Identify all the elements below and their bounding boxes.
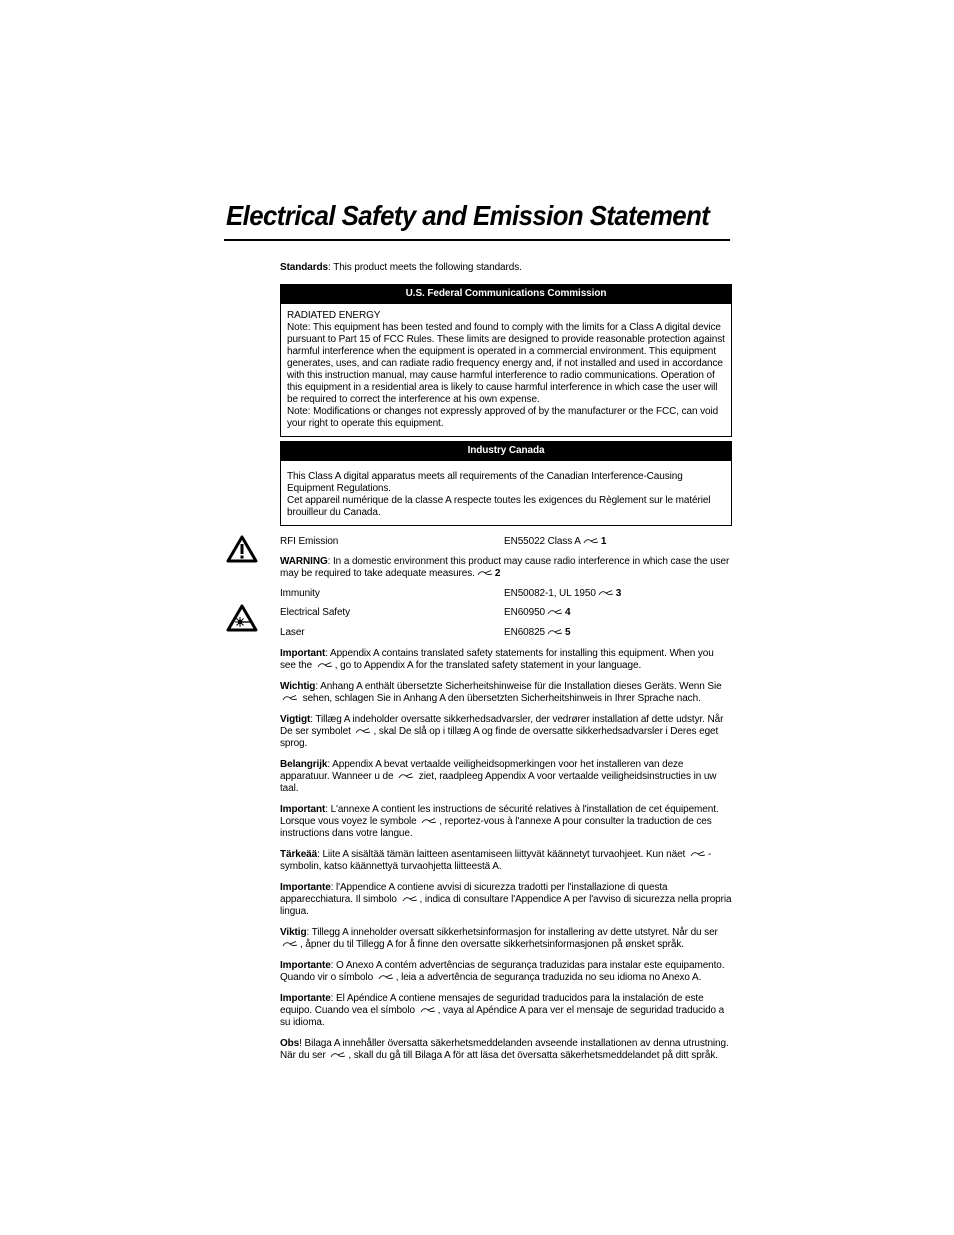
hand-pointer-icon bbox=[420, 1006, 436, 1014]
fcc-line: RADIATED ENERGY bbox=[287, 310, 381, 321]
translated-statement bbox=[280, 648, 732, 672]
translated-statement bbox=[280, 993, 732, 1029]
standard-label: Immunity bbox=[280, 588, 320, 599]
statement-text: sehen, schlagen Sie in Anhang A den übersetzten Sicherheitshinweis in Ihrer Sprache nach. bbox=[300, 693, 701, 704]
standard-ref: 3 bbox=[615, 588, 622, 599]
statement-text: , skal De slå op i tillæg A og finde de oversatte sikkerhedsadvarsler i Deres eget sprog. bbox=[280, 726, 719, 749]
fcc-line: Note: Modifications or changes not expressly approved of by the manufacturer or the FCC, can void your right to operate this equipment. bbox=[287, 406, 719, 429]
hand-pointer-icon bbox=[583, 537, 599, 545]
statement-text: , vaya al Apéndice A para ver el mensaje de seguridad traducido a su idioma. bbox=[280, 1005, 725, 1028]
warning-text bbox=[280, 556, 732, 580]
statement-label: Vigtigt bbox=[280, 714, 311, 725]
statement-text: , indica di consultare l'Appendice A per l'avviso di sicurezza nella propria lingua. bbox=[280, 894, 732, 917]
translated-statement bbox=[280, 714, 732, 750]
translated-statement bbox=[280, 849, 732, 873]
standards-label: Standards bbox=[280, 262, 329, 273]
statement-text: , åpner du til Tillegg A for å finne den oversatte sikkerhetsinformasjonen på ønsket språk. bbox=[300, 939, 684, 950]
translated-statement bbox=[280, 927, 732, 951]
statement-text: , go to Appendix A for the translated safety statement in your language. bbox=[334, 660, 642, 671]
standard-value bbox=[504, 536, 732, 548]
standard-label: RFI Emission bbox=[280, 536, 339, 547]
standard-row bbox=[280, 588, 732, 600]
statement-label: Viktig bbox=[280, 927, 307, 938]
hand-pointer-icon bbox=[398, 772, 414, 780]
standards-intro bbox=[280, 262, 732, 274]
statement-label: Wichtig bbox=[280, 681, 316, 692]
standard-value-text: EN60950 bbox=[504, 607, 545, 618]
title-rule bbox=[224, 239, 730, 241]
warning-label: WARNING bbox=[280, 556, 328, 567]
statement-label: Importante bbox=[280, 882, 331, 893]
translated-statement bbox=[280, 759, 732, 795]
warning-ref: 2 bbox=[494, 568, 501, 579]
standard-label: Electrical Safety bbox=[280, 607, 350, 618]
industry-canada-line: This Class A digital apparatus meets all requirements of the Canadian Interference-Causing Equipment Regulations. bbox=[287, 471, 683, 494]
statement-text: , skall du gå till Bilaga A för att läsa det översatta säkerhetsmeddelandet på ditt språk. bbox=[348, 1050, 718, 1061]
statement-text: : Appendix A bevat vertaalde veiligheidsopmerkingen voor het installeren van deze apparatuur. Wanneer u de bbox=[280, 759, 684, 782]
hand-pointer-icon bbox=[547, 608, 563, 616]
warning-triangle-icon bbox=[226, 535, 258, 563]
statement-label: Obs bbox=[280, 1038, 300, 1049]
statement-label: Important bbox=[280, 648, 326, 659]
statement-text: , leia a advertência de segurança traduzida no seu idioma no Anexo A. bbox=[395, 972, 702, 983]
standard-row bbox=[280, 536, 732, 548]
standard-value-text: EN50082-1, UL 1950 bbox=[504, 588, 596, 599]
hand-pointer-icon bbox=[402, 895, 418, 903]
standard-row bbox=[280, 627, 732, 639]
statement-text: ! Bilaga A innehåller översatta säkerhetsmeddelanden avseende installationen av denna utrustning. När du ser bbox=[280, 1038, 729, 1061]
page-title: Electrical Safety and Emission Statement bbox=[226, 200, 710, 231]
hand-pointer-icon bbox=[330, 1051, 346, 1059]
hand-pointer-icon bbox=[317, 661, 333, 669]
fcc-box bbox=[280, 284, 732, 437]
translated-statement bbox=[280, 882, 732, 918]
hand-pointer-icon bbox=[598, 589, 614, 597]
industry-canada-body bbox=[281, 461, 731, 525]
industry-canada-line: Cet appareil numérique de la classe A respecte toutes les exigences du Règlement sur le matériel brouilleur du Canada. bbox=[287, 495, 711, 518]
content bbox=[280, 262, 732, 1071]
industry-canada-header: Industry Canada bbox=[281, 442, 731, 461]
translated-statement bbox=[280, 1038, 732, 1062]
statement-text: ziet, raadpleeg Appendix A voor vertaalde veiligheidsinstructies in uw taal. bbox=[280, 771, 717, 794]
statement-label: Importante bbox=[280, 993, 331, 1004]
standard-ref: 5 bbox=[565, 627, 571, 638]
statement-text: : Appendix A contains translated safety statements for installing this equipment. When you see the bbox=[280, 648, 714, 671]
standard-ref: 4 bbox=[565, 607, 571, 618]
translations-list bbox=[280, 648, 732, 1062]
standard-row bbox=[280, 607, 732, 619]
statement-text: : El Apéndice A contiene mensajes de seguridad traducidos para la instalación de este equipo. Cuando vea el símbolo bbox=[280, 993, 704, 1016]
fcc-body bbox=[281, 304, 731, 436]
statement-text: : L'annexe A contient les instructions de sécurité relatives à l'installation de cet équipement. Lorsque vous voyez le symbole bbox=[280, 804, 719, 827]
warning-body: : In a domestic environment this product may cause radio interference in which case the user may be required to take adequate measures. bbox=[280, 556, 730, 579]
standard-value bbox=[504, 627, 732, 639]
statement-label: Tärkeää bbox=[280, 849, 318, 860]
statement-label: Importante bbox=[280, 960, 331, 971]
statement-text: , reportez-vous à l'annexe A pour consulter la traduction de ces instructions dans votre langue. bbox=[280, 816, 712, 839]
hand-pointer-icon bbox=[477, 569, 493, 577]
hand-pointer-icon bbox=[690, 850, 706, 858]
hand-pointer-icon bbox=[421, 817, 437, 825]
standard-ref: 1 bbox=[600, 536, 607, 547]
laser-hazard-icon bbox=[226, 604, 258, 632]
standard-label: Laser bbox=[280, 627, 305, 638]
statement-label: Important bbox=[280, 804, 326, 815]
fcc-line: Note: This equipment has been tested and found to comply with the limits for a Class A digital device pursuant to Part 15 of FCC Rules. These limits are designed to provide reasonable protection against harmful interference when the equipment is operated in a commercial environment. This equipment generates, uses, and can radiate radio frequency energy and, if not installed and used in accordance with this instruction manual, may cause harmful interference to radio communications. Operation of this equipment in a residential area is likely to cause harmful interference in which case the user will be required to correct the interference at his own expense. bbox=[287, 322, 725, 405]
statement-text: : O Anexo A contém advertências de segurança traduzidas para instalar este equipamento. Quando vir o símbolo bbox=[280, 960, 725, 983]
translated-statement bbox=[280, 681, 732, 705]
statement-text: : Tillegg A inneholder oversatt sikkerhetsinformasjon for installering av dette utstyret. Når du ser bbox=[306, 927, 718, 938]
statement-label: Belangrijk bbox=[280, 759, 328, 770]
standards-text: : This product meets the following standards. bbox=[328, 262, 522, 273]
fcc-header: U.S. Federal Communications Commission bbox=[281, 285, 731, 304]
industry-canada-box bbox=[280, 441, 732, 526]
standard-value-text: EN60825 bbox=[504, 627, 545, 638]
translated-statement bbox=[280, 960, 732, 984]
hand-pointer-icon bbox=[355, 727, 371, 735]
hand-pointer-icon bbox=[378, 973, 394, 981]
hand-pointer-icon bbox=[282, 940, 298, 948]
standard-value-text: EN55022 Class A bbox=[504, 536, 581, 547]
standard-value bbox=[504, 607, 732, 619]
statement-text: : Anhang A enthält übersetzte Sicherheitshinweise für die Installation dieses Geräts. Wenn Sie bbox=[315, 681, 722, 692]
statement-text: : Liite A sisältää tämän laitteen asentamiseen liittyvät käännetyt turvaohjeet. Kun näet bbox=[317, 849, 688, 860]
translated-statement bbox=[280, 804, 732, 840]
hand-pointer-icon bbox=[282, 694, 298, 702]
statement-text: : Tillæg A indeholder oversatte sikkerhedsadvarsler, der vedrører installation af dette udstyr. Når De ser symbolet bbox=[280, 714, 724, 737]
statement-text: : l'Appendice A contiene avvisi di sicurezza tradotti per l'installazione di questa apparecchiatura. Il simbolo bbox=[280, 882, 668, 905]
statement-text: -symbolin, katso käännettyä turvaohjetta liitteestä A. bbox=[280, 849, 712, 872]
hand-pointer-icon bbox=[547, 628, 563, 636]
standard-value bbox=[504, 588, 732, 600]
